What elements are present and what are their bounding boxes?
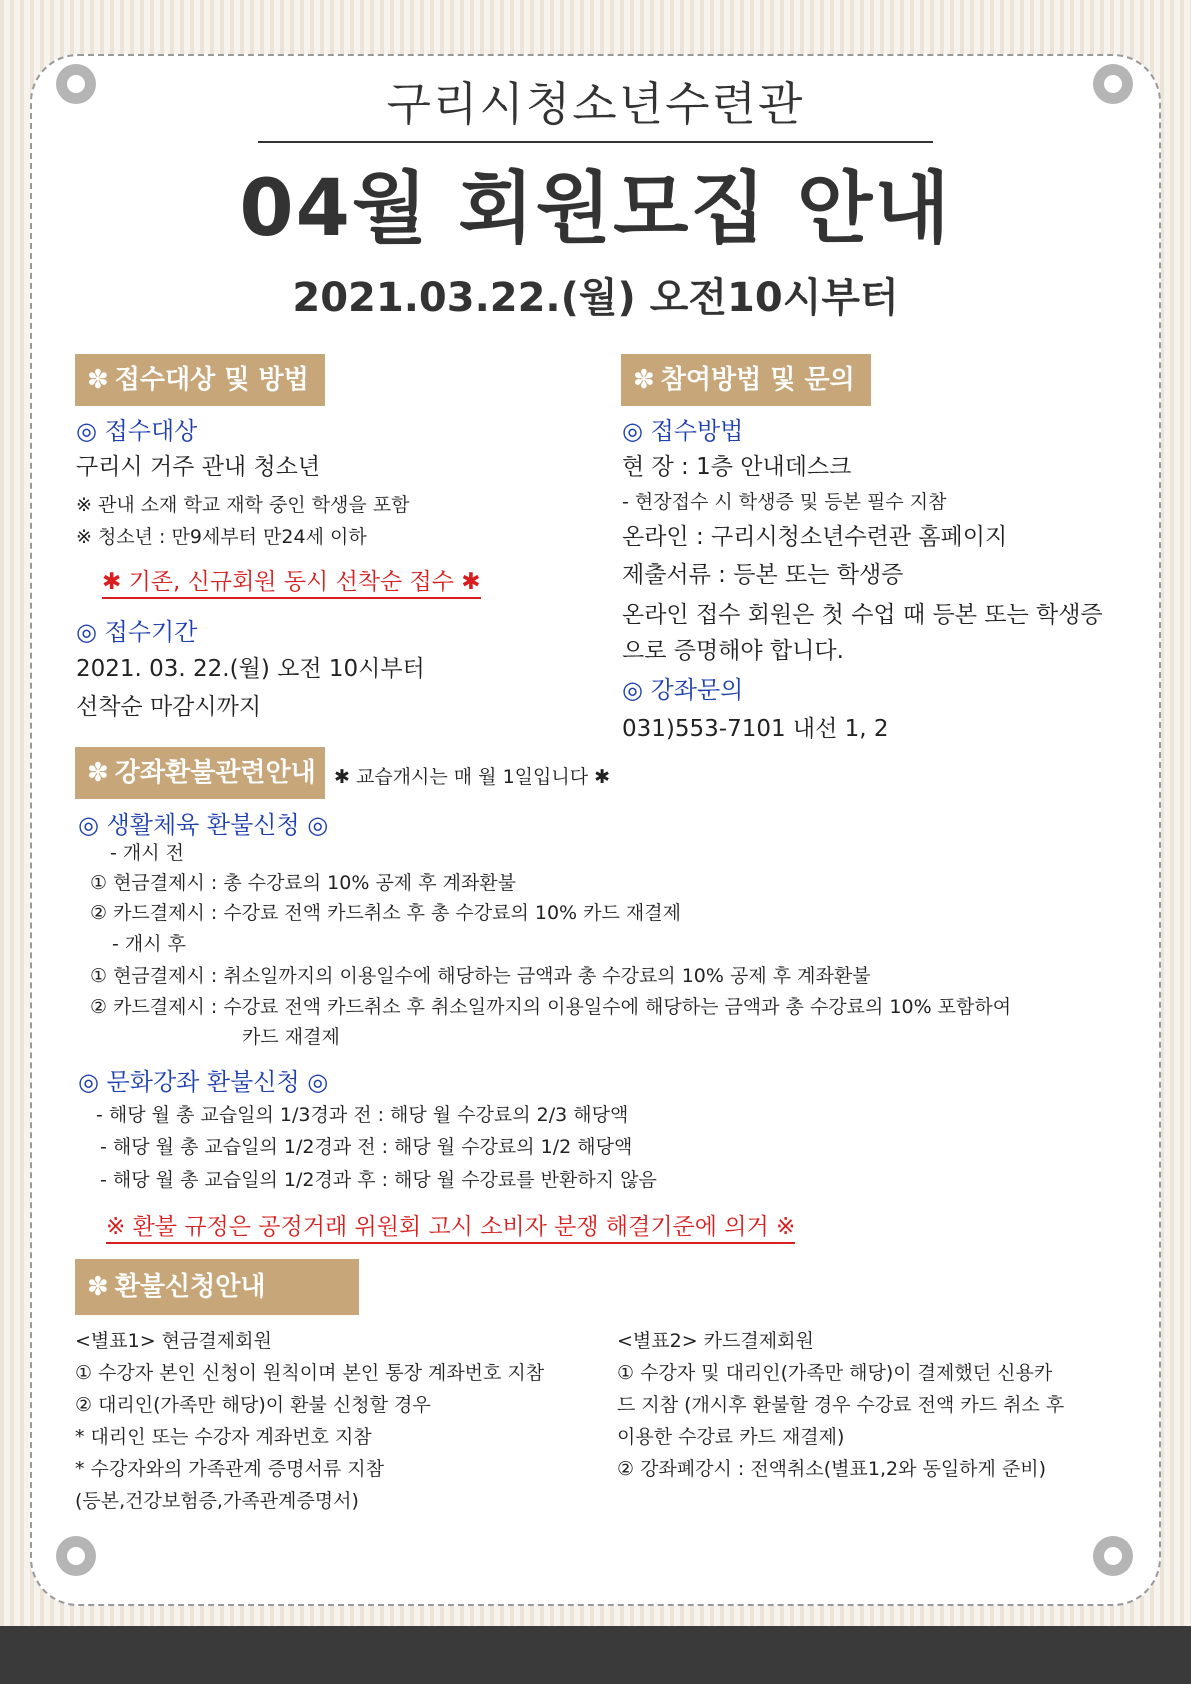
asterisk-flower-icon: ✽ [633,365,655,395]
method-line: 으로 증명해야 합니다. [622,638,844,664]
title-divider [258,141,933,143]
sports-refund-heading: ◎ 생활체육 환불신청 ◎ [78,811,329,839]
method-line: 온라인 접수 회원은 첫 수업 때 등본 또는 학생증 [622,602,1103,628]
bottom-bar [0,1626,1191,1684]
target-heading: ◎ 접수대상 [76,417,198,445]
cash-member-line: ① 수강자 본인 신청이 원칙이며 본인 통장 계좌번호 지참 [75,1362,545,1384]
method-line: 현 장 : 1층 안내데스크 [622,454,852,480]
section-badge-refund [75,747,325,799]
asterisk-icon: ✱ [102,569,122,595]
culture-refund-line: - 해당 월 총 교습일의 1/2경과 전 : 해당 월 수강료의 1/2 해당액 [100,1136,633,1158]
asterisk-flower-icon: ✽ [87,758,109,788]
binder-ring-icon [56,1536,96,1576]
refund-line: - 개시 전 [110,842,184,864]
cash-member-line: (등본,건강보험증,가족관계증명서) [75,1490,359,1512]
method-line: - 현장접수 시 학생증 및 등본 필수 지참 [622,491,947,513]
page-title: 04월 회원모집 안내 [239,164,952,254]
asterisk-flower-icon: ✽ [87,365,109,395]
method-line: 온라인 : 구리시청소년수련관 홈페이지 [622,524,1008,550]
culture-refund-heading: ◎ 문화강좌 환불신청 ◎ [78,1068,329,1096]
card-member-line: ② 강좌폐강시 : 전액취소(별표1,2와 동일하게 준비) [617,1458,1047,1480]
target-line: ※ 관내 소재 학교 재학 중인 학생을 포함 [76,494,410,516]
asterisk-icon: ✱ [461,569,481,595]
target-line: ※ 청소년 : 만9세부터 만24세 이하 [76,526,367,548]
inquiry-heading: ◎ 강좌문의 [622,676,744,704]
method-heading: ◎ 접수방법 [622,417,744,445]
refund-line: 카드 재결제 [242,1026,340,1048]
refund-line: ① 현금결제시 : 취소일까지의 이용일수에 해당하는 금액과 총 수강료의 10% 공제 후 계좌환불 [90,965,871,987]
cash-member-line: ② 대리인(가족만 해당)이 환불 신청할 경우 [75,1394,431,1416]
first-come-notice [102,563,481,596]
card-member-line: 드 지참 (개시후 환불할 경우 수강료 전액 카드 취소 후 [617,1394,1065,1416]
period-line: 2021. 03. 22.(월) 오전 10시부터 [76,656,425,682]
refund-line: ① 현금결제시 : 총 수강료의 10% 공제 후 계좌환불 [90,872,517,894]
note-text: 교습개시는 매 월 1일입니다 [355,766,589,788]
badge-label: 참여방법 및 문의 [660,365,855,395]
cash-member-line: * 대리인 또는 수강자 계좌번호 지참 [75,1426,372,1448]
binder-ring-icon [1093,1536,1133,1576]
tuition-start-note [334,762,610,789]
culture-refund-line: - 해당 월 총 교습일의 1/2경과 후 : 해당 월 수강료를 반환하지 않음 [100,1169,657,1191]
inquiry-phone: 031)553-7101 내선 1, 2 [622,716,889,742]
refund-line: - 개시 후 [112,933,186,955]
cash-member-title: <별표1> 현금결제회원 [75,1330,272,1352]
asterisk-flower-icon: ✽ [87,1272,109,1302]
organization-name: 구리시청소년수련관 [386,77,805,131]
section-badge-registration [75,354,325,406]
card-member-line: 이용한 수강료 카드 재결제) [617,1426,845,1448]
regulation-text: ※ 환불 규정은 공정거래 위원회 고시 소비자 분쟁 해결기준에 의거 ※ [106,1214,795,1244]
notice-text: 기존, 신규회원 동시 선착순 접수 [128,569,454,595]
badge-label: 접수대상 및 방법 [114,365,309,395]
period-heading: ◎ 접수기간 [76,618,198,646]
badge-label: 환불신청안내 [114,1272,266,1302]
asterisk-icon: ✱ [594,766,611,788]
culture-refund-line: - 해당 월 총 교습일의 1/3경과 전 : 해당 월 수강료의 2/3 해당액 [96,1104,629,1126]
section-badge-apply [75,1259,359,1315]
method-line: 제출서류 : 등본 또는 학생증 [622,562,904,588]
card-member-title: <별표2> 카드결제회원 [617,1330,814,1352]
card-member-line: ① 수강자 및 대리인(가족만 해당)이 결제했던 신용카 [617,1362,1053,1384]
cash-member-line: * 수강자와의 가족관계 증명서류 지참 [75,1458,384,1480]
refund-line: ② 카드결제시 : 수강료 전액 카드취소 후 총 수강료의 10% 카드 재결제 [90,902,681,924]
asterisk-icon: ✱ [334,766,350,788]
page-subtitle: 2021.03.22.(월) 오전10시부터 [292,275,899,321]
regulation-notice [106,1208,795,1241]
period-line: 선착순 마감시까지 [76,694,262,720]
refund-line: ② 카드결제시 : 수강료 전액 카드취소 후 취소일까지의 이용일수에 해당하는 금액과 총 수강료의 10% 포함하여 [90,996,1012,1018]
target-line: 구리시 거주 관내 청소년 [76,454,321,480]
section-badge-participation [621,354,871,406]
badge-label: 강좌환불관련안내 [114,758,316,788]
